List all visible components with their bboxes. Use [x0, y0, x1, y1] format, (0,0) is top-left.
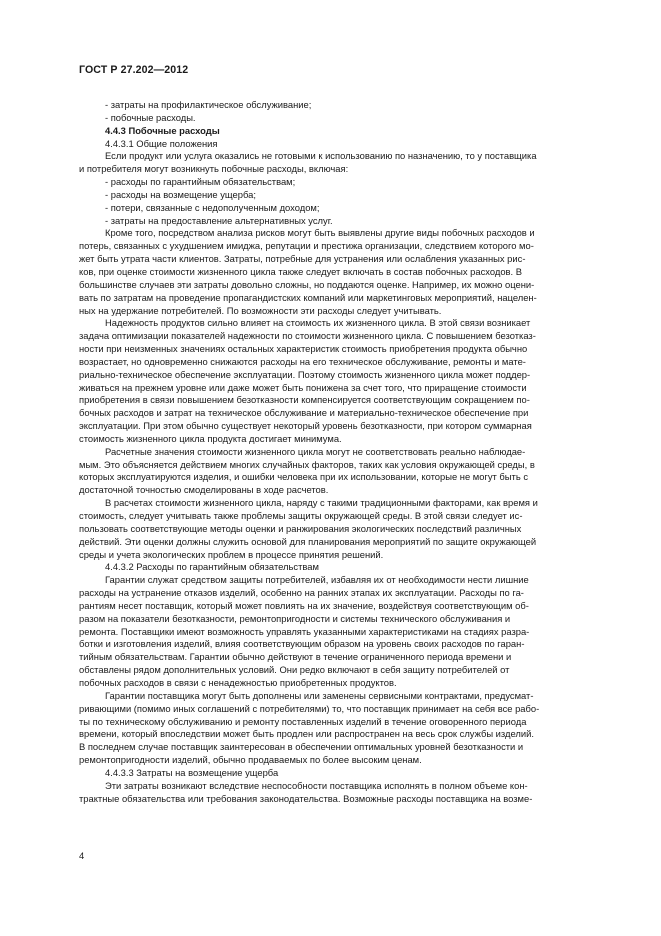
paragraph: Эти затраты возникают вследствие неспособности поставщика исполнять в полном объеме кон- трактные обязательства или требования законодательства. Возможные расходы поставщика на возме- [79, 779, 533, 804]
paragraph: Расчетные значения стоимости жизненного цикла могут не соответствовать реально наблюдае- мым. Это объясняется действием многих случайных факторов, таких как условия окружающей среды, в которых эксплуатируются изделия, и ошибки человека при их использовании, которые не могут быть с достаточной точностью смоделированы в ходе расчетов. [79, 445, 535, 496]
paragraph: Надежность продуктов сильно влияет на стоимость их жизненного цикла. В этой связи возникает задача оптимизации показателей надежности по стоимости жизненного цикла. С повышением безотказ- ности при неизменных значениях остальных характеристик стоимость приобретения продукта обычно возрастает, но одновременно снижаются расходы на его техническое обслуживание, ремонты и мате- риально-техническое обеспечение эксплуатации. Поэтому стоимость жизненного цикла может поддер- живаться на прежнем уровне или даже может быть понижена за счет того, что приращение стоимости приобретения в связи повышением безотказности компенсируется соответствующим сокращением по- бочных расходов и затрат на техническое обслуживание и материально-техническое обеспечение при эксплуатации. При этом обычно существует некоторый уровень безотказности, при котором суммарная стоимость жизненного цикла продукта достигает минимума. [79, 317, 536, 444]
document-body [79, 99, 586, 805]
page-number: 4 [79, 850, 85, 861]
subsection-heading: 4.4.3.3 Затраты на возмещение ущерба [105, 766, 279, 778]
list-item: - расходы на возмещение ущерба; [105, 188, 256, 200]
paragraph: Если продукт или услуга оказались не готовыми к использованию по назначению, то у поставщика и потребителя могут возникнуть побочные расходы, включая: [79, 150, 537, 175]
list-item: - потери, связанные с недополученным доходом; [105, 201, 320, 213]
paragraph: Кроме того, посредством анализа рисков могут быть выявлены другие виды побочных расходов и потерь, связанных с ухудшением имиджа, репутации и престижа организации, следствием которого мо- жет быть утрата части клиентов. Затраты, потребные для устранения или ослабления указанных рис- ков, при оценке стоимости жизненного цикла также следует включать в состав побочных расходов. В большинстве случаев эти затраты довольно сложны, но поддаются оценке. Например, их можно оцени- вать по затратам на проведение пропагандистских компаний или маркетинговых мероприятий, нацелен- ных на удержание потребителей. По возможности эти расходы следует учитывать. [79, 227, 537, 316]
section-heading: 4.4.3 Побочные расходы [105, 124, 220, 136]
list-item: - затраты на профилактическое обслуживание; [105, 99, 312, 110]
document-header: ГОСТ Р 27.202—2012 [79, 64, 189, 76]
subsection-heading: 4.4.3.1 Общие положения [105, 137, 218, 149]
list-item: - затраты на предоставление альтернативных услуг. [105, 214, 333, 226]
paragraph: Гарантии служат средством защиты потребителей, избавляя их от необходимости нести лишние расходы на устранение отказов изделий, особенно на ранних этапах их эксплуатации. Расходы по га- рантиям несет поставщик, который может повлиять на их значение, воздействуя соответствующим об- разом на показатели безотказности, ремонтопригодности и системы технического обслуживания и ремонта. Поставщики имеют возможность управлять указанными характеристиками на стадиях разра- ботки и изготовления изделий, влияя соответствующим образом на уровень своих расходов по гаран- тийным обязательствам. Гарантии обычно действуют в течение ограниченного периода времени и обставлены рядом дополнительных условий. Они редко включают в себя защиту потребителей от побочных расходов в связи с ненадежностью приобретенных продуктов. [79, 574, 530, 688]
subsection-heading: 4.4.3.2 Расходы по гарантийным обязательствам [105, 561, 319, 573]
list-item: - побочные расходы. [105, 111, 196, 123]
paragraph: В расчетах стоимости жизненного цикла, наряду с такими традиционными факторами, как время и стоимость, следует учитывать также проблемы защиты окружающей среды. В этой связи следует ис- пользовать соответствующие методы оценки и ранжирования экологических последствий различных действий. Эти оценки должны служить основой для планирования мероприятий по защите окружающей среды и учета экологических проблем в процессе принятия решений. [79, 497, 538, 560]
paragraph: Гарантии поставщика могут быть дополнены или заменены сервисными контрактами, предусмат- ривающими (помимо иных соглашений с потребителями) то, что поставщик принимает на себя все рабо- ты по техническому обслуживанию и ремонту поставленных изделий в течение оговоренного периода времени, который впоследствии может быть продлен или распространен на весь срок службы изделий. В последнем случае поставщик заинтересован в обеспечении оптимальных уровней безотказности и ремонтопригодности изделий, обычно продаваемых по более высоким ценам. [79, 689, 540, 766]
list-item: - расходы по гарантийным обязательствам; [105, 176, 296, 188]
